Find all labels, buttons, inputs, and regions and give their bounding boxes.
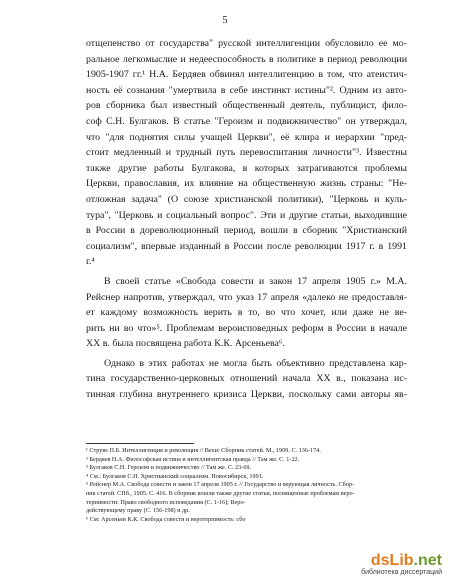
footnote-line: ¹ Струве П.Б. Интеллигенция и революция // Вехи: Сборник статей. М., 1909. С. 136-174. bbox=[86, 447, 321, 454]
text-line: социализм", впервые изданный в России после революции 1917 г. в 1991 bbox=[86, 240, 407, 252]
text-line: ность её сознания "умертвила в себе инстинкт истины"². Одним из авто- bbox=[86, 84, 407, 96]
text-line: что "для поднятия силы учащей Церкви", её клира и иерархии "пред- bbox=[86, 131, 407, 143]
text-line: в России в дореволюционный период, вошли в сборник "Христианский bbox=[86, 225, 407, 237]
text-line: Церкви, православия, их влияние на общественную жизнь страны: "Не- bbox=[86, 178, 407, 190]
footnote-line: ² Бердяев Н.А. Философская истина и интеллигентская правда // Там же. С. 1-22. bbox=[86, 455, 300, 463]
text-line: Однако в этих работах не могла быть объективно представлена кар- bbox=[104, 357, 407, 369]
footnote-line: терпимости: Право свободного исповедания (С. 1-16); Веро- bbox=[86, 498, 246, 506]
text-line: г.⁴ bbox=[86, 256, 95, 268]
watermark bbox=[361, 552, 442, 576]
text-line: XX в. была посвящена работа К.К. Арсеньева⁶. bbox=[86, 338, 285, 350]
text-line: В своей статье «Свобода совести и закон 17 апреля 1905 г.» М.А. bbox=[104, 275, 407, 287]
text-line: ет каждому возможность верить в то, во что хочет, или даже не ве- bbox=[86, 307, 407, 319]
footnote-line: ⁶ См: Арсеньев К.К. Свобода совести и веротерпимость: сбо bbox=[86, 515, 246, 523]
text-line: ров сборника был известный общественный деятель, публицист, фило- bbox=[86, 100, 407, 112]
text-line: соф С.Н. Булгаков. В статье "Героизм и подвижничество" он утверждал, bbox=[86, 115, 407, 127]
text-line: тинная глубина внутреннего кризиса Церкви, поскольку сами авторы яв- bbox=[86, 389, 407, 401]
text-line: 1905-1907 гг.¹ Н.А. Бердяев обвинял интеллигенцию в том, что атеистич- bbox=[86, 69, 407, 81]
footnote-line: ⁴ См.: Булгаков С.Н. Христианский социализм. Новосибирск, 1991. bbox=[86, 472, 264, 480]
footnote-separator bbox=[86, 443, 194, 444]
watermark-subtitle: библиотека диссертаций bbox=[361, 569, 442, 576]
text-line: отщепенство от государства" русской интеллигенции обусловило ее мо- bbox=[86, 38, 407, 49]
body-text bbox=[86, 36, 407, 403]
text-line: стоит медленный и трудный путь перевоспитания личности"³. Известны bbox=[86, 147, 407, 159]
footnotes bbox=[86, 447, 416, 524]
text-line: Рейснер напротив, утверждал, что указ 17 апреля «далеко не предоставля- bbox=[86, 291, 407, 303]
text-line: тина государственно-церковных отношений начала XX в., показана ис- bbox=[86, 373, 407, 385]
text-line: также другие работы Булгакова, в которых затрагиваются проблемы bbox=[86, 162, 407, 174]
footnote-line: действующему праву (С. 156-198) и др. bbox=[86, 507, 190, 515]
footnote-line: ⁵ Рейснер М.А. Свобода совести и закон 17 апреля 1905 г. // Государство и верующая личность. Сбор- bbox=[86, 481, 355, 489]
text-line: отложная задача" (О союзе христианской политики), "Церковь и куль- bbox=[86, 193, 407, 205]
page-number: 5 bbox=[222, 15, 228, 26]
footnote-line: ник статей. СПб., 1905. С. 416. В сборник вошли также другие статьи, посвященные проблемам веро- bbox=[86, 489, 355, 497]
text-line: ральное легкомыслие и недееспособность в политике в период революции bbox=[86, 53, 407, 65]
watermark-logo: dsLib.net bbox=[370, 552, 442, 569]
footnote-line: ³ Булгаков С.Н. Героизм и подвижничество // Там же. С. 23-69. bbox=[86, 464, 252, 472]
text-line: рить ни во что»⁵. Проблемам вероисповедных реформ в России в начале bbox=[86, 322, 407, 334]
text-line: тура", "Церковь и социальный вопрос". Эти и другие статьи, выходившие bbox=[86, 209, 407, 221]
